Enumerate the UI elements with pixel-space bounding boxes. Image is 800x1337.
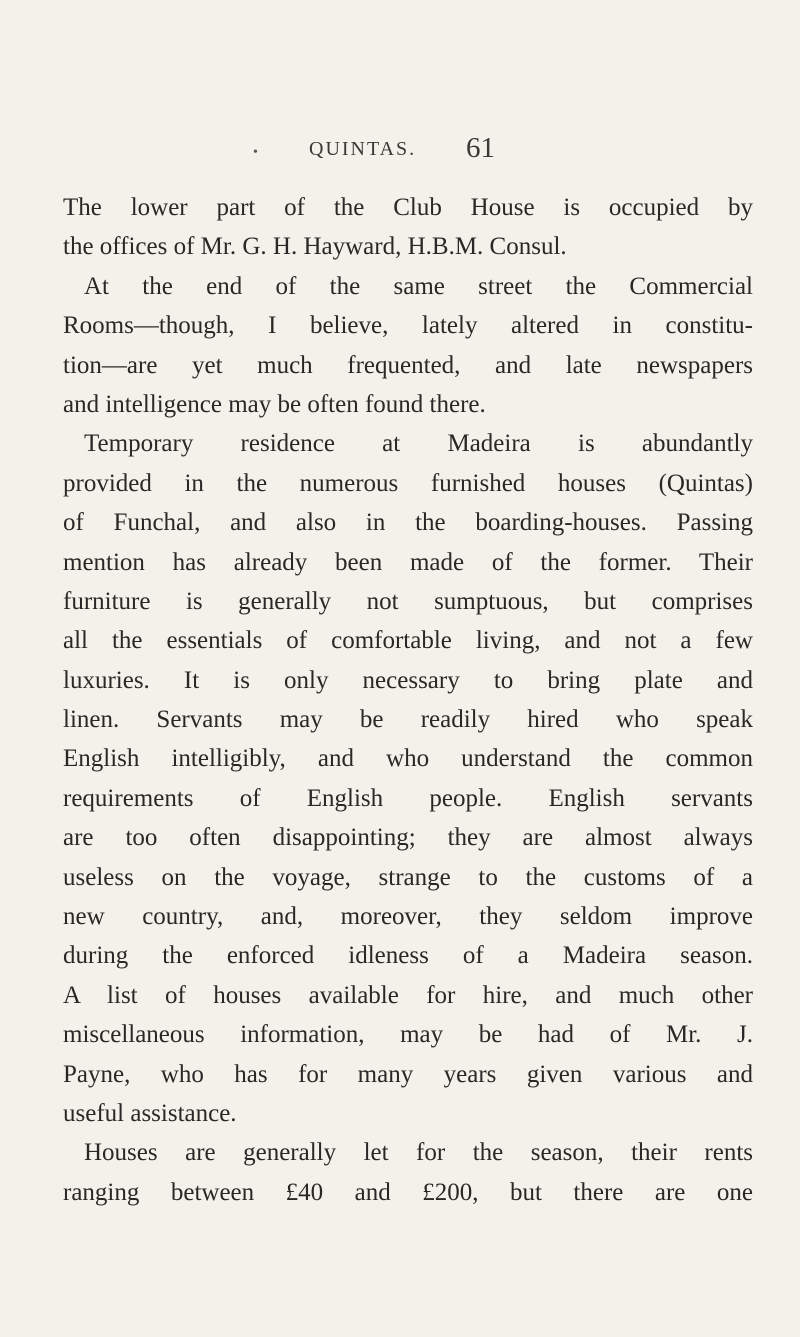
text-line: useful assistance. [63,1099,237,1127]
text-line: English intelligibly, and who understand the common [63,745,753,773]
page-number: 61 [466,132,495,164]
text-line: useless on the voyage, strange to the customs of a [63,863,753,891]
text-line: Houses are generally let for the season, their rents [84,1139,753,1167]
text-line: mention has already been made of the former. Their [63,548,753,576]
text-line: The lower part of the Club House is occupied by [63,194,753,221]
text-line: Temporary residence at Madeira is abundantly [84,430,753,458]
running-head [0,132,800,175]
text-line: furniture is generally not sumptuous, but comprises [63,587,753,615]
text-line: At the end of the same street the Commercial [84,272,753,300]
bullet-mark: • [253,145,258,160]
body-text [63,188,753,1212]
text-line: and intelligence may be often found there. [63,390,486,418]
text-line: tion—are yet much frequented, and late newspapers [63,351,753,379]
text-line: Payne, who has for many years given various and [63,1060,753,1088]
text-line: of Funchal, and also in the boarding-houses. Passing [63,509,753,537]
text-line: A list of houses available for hire, and much other [63,981,753,1009]
running-head-title: QUINTAS. [309,138,417,160]
text-line: all the essentials of comfortable living, and not a few [63,627,753,655]
text-line: ranging between £40 and £200, but there are one [63,1178,753,1206]
text-line: requirements of English people. English servants [63,784,753,812]
text-line: during the enforced idleness of a Madeira season. [63,942,753,970]
text-line: Rooms—though, I believe, lately altered in constitu- [63,312,753,340]
text-line: the offices of Mr. G. H. Hayward, H.B.M. Consul. [63,233,567,261]
text-line: miscellaneous information, may be had of Mr. J. [63,1021,753,1049]
text-line: provided in the numerous furnished houses (Quintas) [63,469,753,497]
text-line: linen. Servants may be readily hired who speak [63,706,753,734]
text-line: are too often disappointing; they are almost always [63,824,753,852]
text-line: new country, and, moreover, they seldom improve [63,903,753,931]
text-line: luxuries. It is only necessary to bring plate and [63,666,753,694]
